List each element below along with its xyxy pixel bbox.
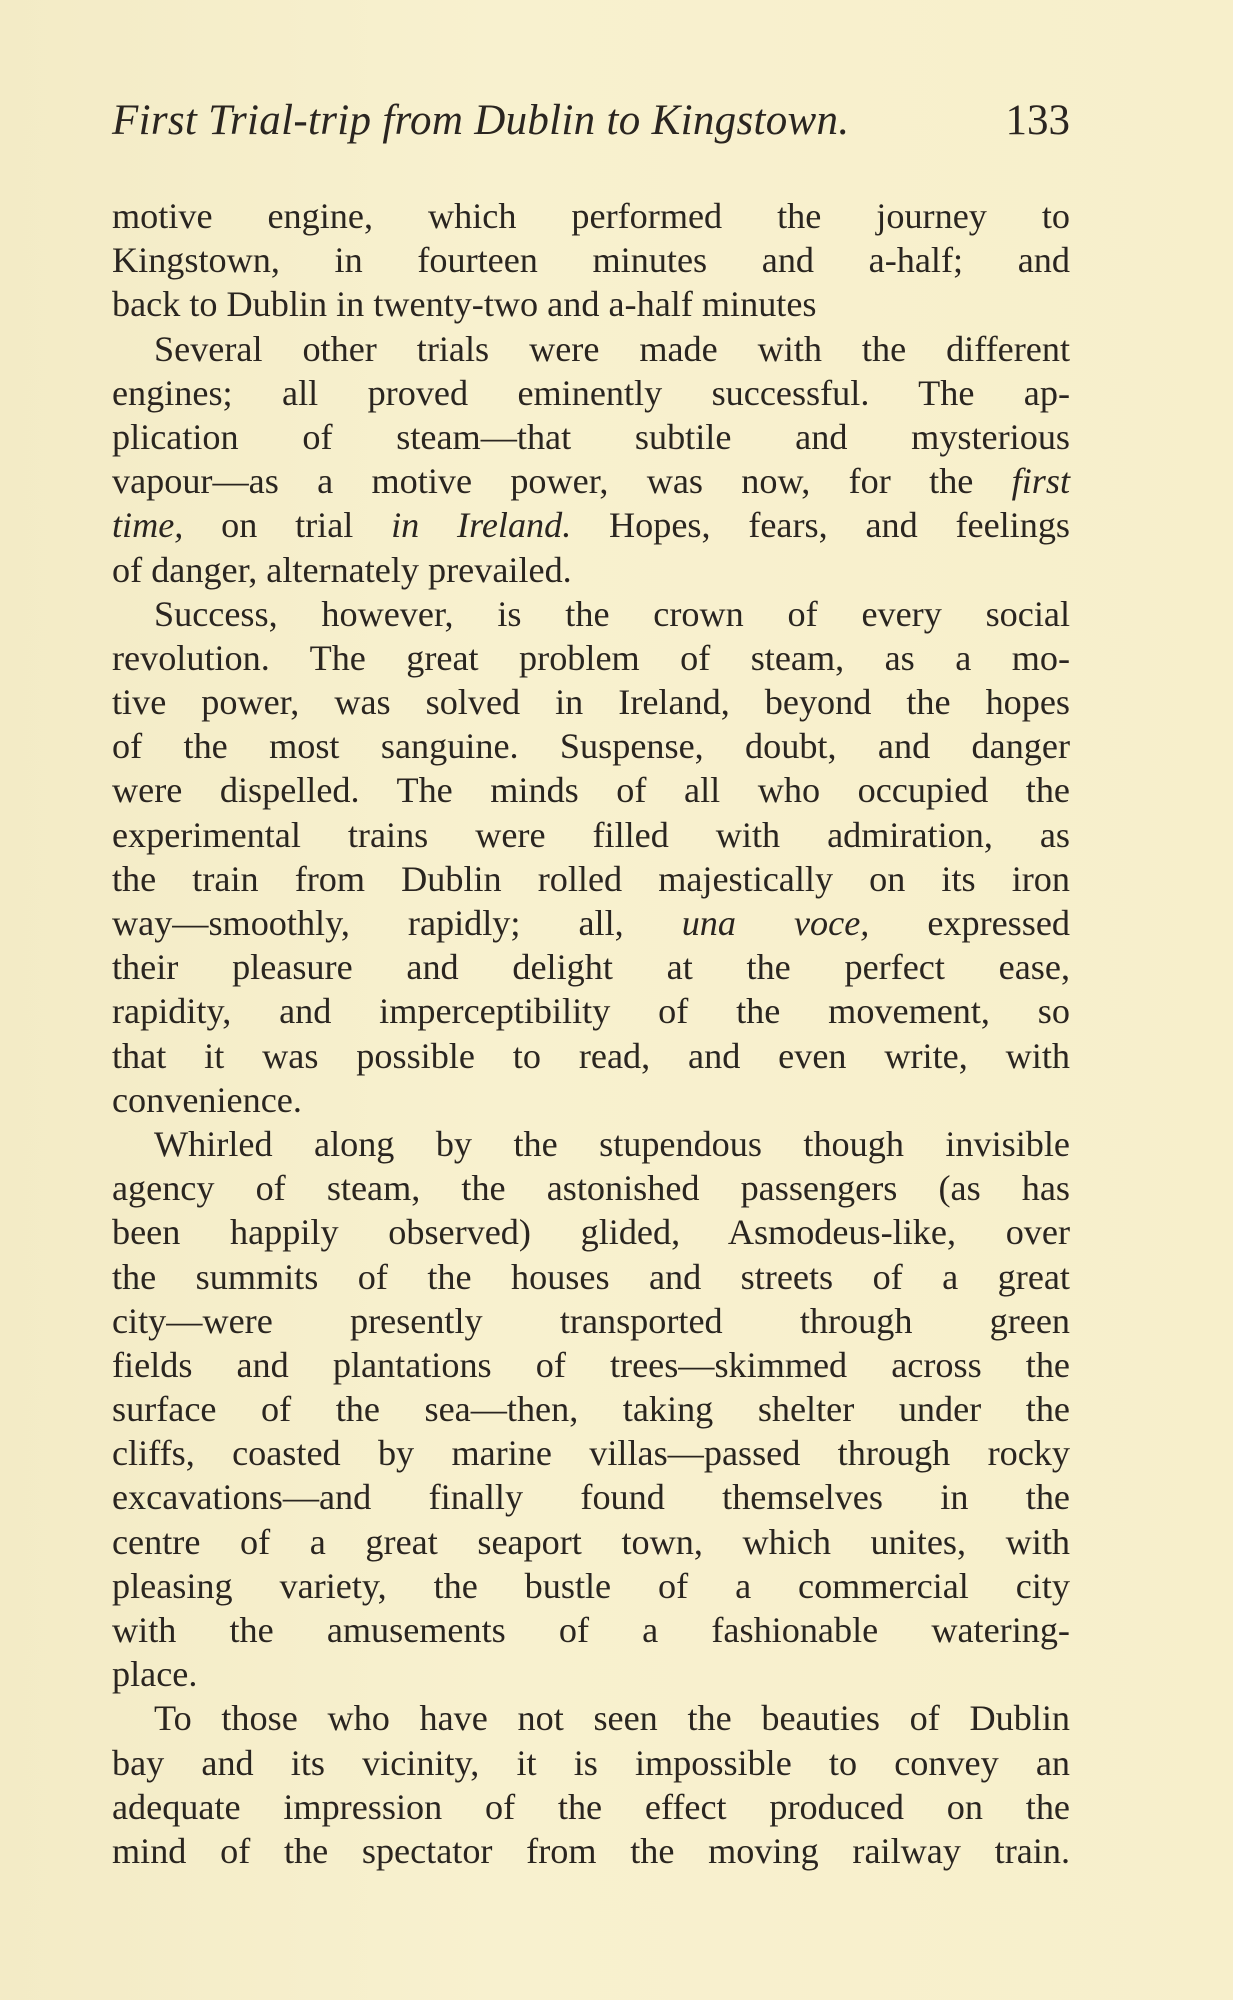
text-line — [112, 592, 1070, 636]
text-segment: rapidity, and imperceptibility of the movement, so — [112, 991, 1070, 1032]
text-line — [112, 1564, 1070, 1608]
text-segment: Kingstown, in fourteen minutes and a-half; and — [112, 240, 1070, 281]
text-line — [112, 1696, 1070, 1740]
page-header — [112, 96, 1112, 156]
text-segment: the train from Dublin rolled majestically on its iron — [112, 858, 1070, 899]
text-segment: engines; all proved eminently successful. The ap- — [112, 372, 1070, 413]
text-segment: convenience. — [112, 1079, 302, 1120]
text-line — [112, 768, 1070, 812]
text-segment: To those who have not seen the beauties of Dublin — [154, 1698, 1070, 1739]
text-line — [112, 1652, 1070, 1696]
text-line — [112, 238, 1070, 282]
text-segment: Success, however, is the crown of every social — [154, 593, 1070, 634]
text-segment: Several other trials were made with the different — [154, 328, 1070, 369]
text-line — [112, 1741, 1070, 1785]
body-text — [112, 194, 1070, 1873]
text-segment: way—smoothly, rapidly; all, — [112, 903, 682, 943]
text-line — [112, 1829, 1070, 1873]
text-line — [112, 901, 1070, 945]
text-line — [112, 1210, 1070, 1254]
text-line — [112, 724, 1070, 768]
text-line — [112, 1255, 1070, 1299]
text-segment: of the most sanguine. Suspense, doubt, and danger — [112, 726, 1070, 767]
text-line — [112, 1078, 1070, 1122]
running-head: First Trial-trip from Dublin to Kingstown. — [112, 97, 850, 144]
text-line — [112, 1034, 1070, 1078]
text-segment: excavations—and finally found themselves in the — [112, 1477, 1070, 1518]
text-segment: revolution. The great problem of steam, as a mo- — [112, 637, 1070, 678]
text-segment: adequate impression of the effect produced on the — [112, 1786, 1070, 1827]
italic-text: first — [1011, 461, 1070, 502]
text-line — [112, 1299, 1070, 1343]
text-line — [112, 1343, 1070, 1387]
text-segment: been happily observed) glided, Asmodeus-like, over — [112, 1212, 1070, 1253]
italic-text: una voce, — [681, 903, 870, 943]
text-segment: pleasing variety, the bustle of a commercial city — [112, 1565, 1070, 1606]
text-segment: that it was possible to read, and even write, with — [112, 1035, 1070, 1076]
text-segment: of danger, alternately prevailed. — [112, 549, 572, 590]
text-segment: expressed — [869, 903, 1071, 943]
text-segment: centre of a great seaport town, which unites, with — [112, 1521, 1070, 1562]
text-line — [112, 371, 1070, 415]
text-line — [112, 282, 1070, 326]
text-line — [112, 680, 1070, 724]
text-line — [112, 415, 1070, 459]
text-line — [112, 945, 1070, 989]
text-line — [112, 857, 1070, 901]
text-line — [112, 1520, 1070, 1564]
text-segment: vapour—as a motive power, was now, for the — [112, 461, 1012, 502]
text-line — [112, 989, 1070, 1033]
text-segment: city—were presently transported through green — [112, 1300, 1070, 1341]
italic-text: time, — [112, 505, 184, 546]
text-line — [112, 194, 1070, 238]
text-segment: back to Dublin in twenty-two and a-half minutes — [112, 284, 817, 325]
text-line — [112, 327, 1070, 371]
text-segment: surface of the sea—then, taking shelter under the — [112, 1389, 1070, 1430]
page-number: 133 — [1005, 97, 1070, 144]
text-line — [112, 636, 1070, 680]
text-segment: experimental trains were filled with admiration, as — [112, 814, 1070, 855]
text-segment: were dispelled. The minds of all who occupied the — [112, 770, 1070, 811]
text-line — [112, 1166, 1070, 1210]
text-line — [112, 1475, 1070, 1519]
text-line — [112, 459, 1070, 503]
text-segment: with the amusements of a fashionable watering- — [112, 1610, 1070, 1650]
text-segment: bay and its vicinity, it is impossible to convey an — [112, 1742, 1070, 1783]
text-segment: motive engine, which performed the journey to — [112, 196, 1070, 236]
text-line — [112, 1785, 1070, 1829]
text-line — [112, 503, 1070, 547]
text-segment: agency of steam, the astonished passengers (as has — [112, 1168, 1070, 1209]
text-segment: their pleasure and delight at the perfect ease, — [112, 947, 1070, 988]
italic-text: in Ireland. — [391, 505, 572, 546]
text-segment: on trial — [183, 505, 392, 546]
text-line — [112, 548, 1070, 592]
text-segment: Whirled along by the stupendous though invisible — [154, 1123, 1070, 1164]
text-segment: mind of the spectator from the moving railway train. — [112, 1830, 1070, 1871]
text-segment: tive power, was solved in Ireland, beyond the hopes — [112, 682, 1070, 723]
text-line — [112, 1608, 1070, 1652]
text-line — [112, 1431, 1070, 1475]
text-line — [112, 1122, 1070, 1166]
text-line — [112, 1387, 1070, 1431]
text-line — [112, 813, 1070, 857]
text-segment: the summits of the houses and streets of a great — [112, 1256, 1070, 1297]
text-segment: Hopes, fears, and feelings — [571, 505, 1071, 546]
text-segment: place. — [112, 1654, 198, 1695]
text-segment: plication of steam—that subtile and mysterious — [112, 416, 1070, 457]
text-segment: cliffs, coasted by marine villas—passed through rocky — [112, 1433, 1070, 1474]
text-segment: fields and plantations of trees—skimmed across the — [112, 1344, 1070, 1385]
